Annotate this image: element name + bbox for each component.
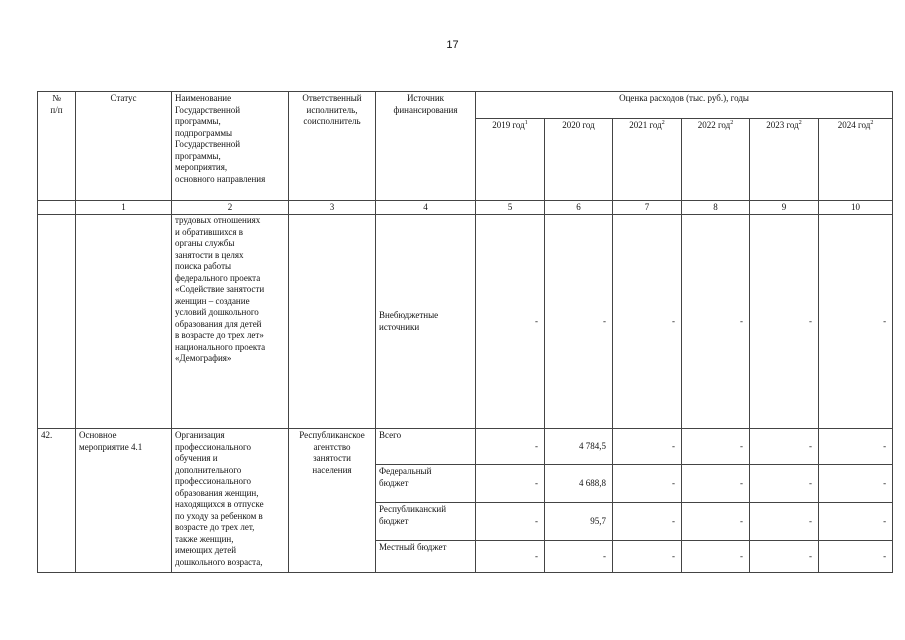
year-2024: 2024 год$^2$ <box>819 119 893 201</box>
continuation-name: трудовых отношениях и обратившихся в органы службы занятости в целях поиска работы федерального проекта «Содействие занятости женщин – создание условий дошкольного образования для детей в возрасте до трех лет» национального проекта «Демография» <box>172 215 289 429</box>
header-status: Статус <box>76 92 172 201</box>
value-cell: - <box>476 541 545 573</box>
row-42-status: Основное мероприятие 4.1 <box>76 429 172 573</box>
value-cell: - <box>750 503 819 541</box>
value-cell: - <box>682 465 750 503</box>
year-2020: 2020 год <box>545 119 613 201</box>
value-cell: - <box>613 215 682 429</box>
column-number: 2 <box>172 201 289 215</box>
row-42-name: Организация профессионального обучения и дополнительного профессионального образования женщин, находящихся в отпуске по уходу за ребенком в возрасте до трех лет, также женщин, имеющих детей дошкольного возраста, <box>172 429 289 573</box>
column-number: 4 <box>376 201 476 215</box>
value-cell: - <box>476 429 545 465</box>
header-executor: Ответственный исполнитель, соисполнитель <box>289 92 376 201</box>
header-costs: Оценка расходов (тыс. руб.), годы <box>476 92 893 119</box>
column-number: 5 <box>476 201 545 215</box>
header-name: Наименование Государственной программы, подпрограммы Государственной программы, мероприятия, основного направления <box>172 92 289 201</box>
row-42-executor: Республиканское агентство занятости населения <box>289 429 376 573</box>
value-cell: 95,7 <box>545 503 613 541</box>
value-cell: - <box>613 541 682 573</box>
value-cell: - <box>819 429 893 465</box>
year-2022: 2022 год$^2$ <box>682 119 750 201</box>
cell-empty <box>76 215 172 429</box>
value-cell: - <box>613 429 682 465</box>
year-2023: 2023 год$^2$ <box>750 119 819 201</box>
cell-empty <box>289 215 376 429</box>
cell-empty <box>38 215 76 429</box>
source-label: Местный бюджет <box>376 541 476 573</box>
column-number: 8 <box>682 201 750 215</box>
value-cell: - <box>819 503 893 541</box>
page-number: 17 <box>446 39 459 51</box>
source-label: Всего <box>376 429 476 465</box>
value-cell: - <box>682 429 750 465</box>
year-2021: 2021 год$^2$ <box>613 119 682 201</box>
value-cell: - <box>682 215 750 429</box>
value-cell: - <box>682 503 750 541</box>
value-cell: - <box>613 465 682 503</box>
column-number: 9 <box>750 201 819 215</box>
value-cell: - <box>750 215 819 429</box>
column-number: 10 <box>819 201 893 215</box>
header-source: Источник финансирования <box>376 92 476 201</box>
column-number: 1 <box>76 201 172 215</box>
continuation-source: Внебюджетные источники <box>376 215 476 429</box>
value-cell: - <box>819 541 893 573</box>
source-label: Федеральный бюджет <box>376 465 476 503</box>
value-cell: - <box>476 215 545 429</box>
year-2019: 2019 год$^1$ <box>476 119 545 201</box>
row-42-total <box>38 429 893 465</box>
value-cell: - <box>476 503 545 541</box>
value-cell: - <box>750 541 819 573</box>
column-number: 3 <box>289 201 376 215</box>
value-cell: 4 688,8 <box>545 465 613 503</box>
column-numbers-row <box>38 201 893 215</box>
value-cell: - <box>613 503 682 541</box>
column-number: 7 <box>613 201 682 215</box>
value-cell: - <box>819 215 893 429</box>
value-cell: - <box>476 465 545 503</box>
value-cell: - <box>750 465 819 503</box>
value-cell: 4 784,5 <box>545 429 613 465</box>
value-cell: - <box>682 541 750 573</box>
source-label: Республиканский бюджет <box>376 503 476 541</box>
value-cell: - <box>545 215 613 429</box>
column-number: 6 <box>545 201 613 215</box>
budget-table <box>37 91 893 573</box>
row-42-no: 42. <box>38 429 76 573</box>
header-row <box>38 92 893 119</box>
value-cell: - <box>750 429 819 465</box>
continuation-row <box>38 215 893 429</box>
value-cell: - <box>819 465 893 503</box>
value-cell: - <box>545 541 613 573</box>
column-number <box>38 201 76 215</box>
header-no: № п/п <box>38 92 76 201</box>
